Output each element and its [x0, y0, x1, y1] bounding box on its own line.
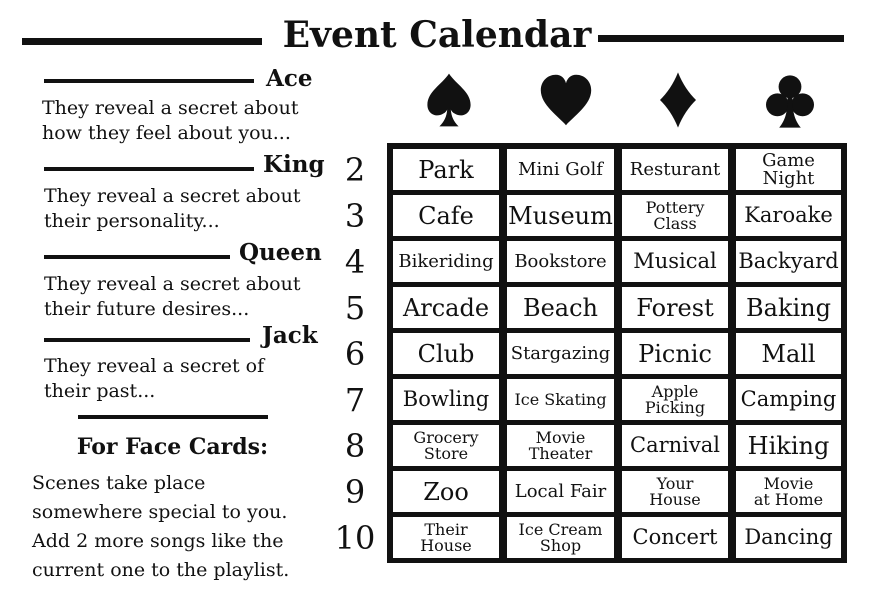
event-cell — [393, 517, 499, 558]
card-rule-queen — [44, 255, 230, 259]
event-cell — [736, 379, 841, 420]
event-cell — [393, 195, 499, 236]
event-label: Baking — [746, 293, 831, 322]
event-label: Arcade — [402, 293, 490, 322]
face-cards-line: current one to the playlist. — [32, 559, 290, 581]
face-cards-line: somewhere special to you. — [32, 501, 288, 523]
event-label: Their House — [420, 519, 472, 555]
event-label: Resturant — [629, 158, 721, 180]
event-cell — [736, 149, 841, 190]
rank-label: 7 — [344, 381, 366, 419]
event-cell — [622, 425, 728, 466]
card-name-king: King — [263, 151, 325, 178]
event-cell — [393, 425, 499, 466]
rank-label: 3 — [344, 197, 366, 235]
card-desc-jack-line1: They reveal a secret of — [44, 355, 265, 377]
event-label: Carnival — [630, 433, 720, 457]
face-cards-divider — [78, 415, 268, 419]
event-label: Movie Theater — [528, 427, 593, 463]
card-name-jack: Jack — [262, 322, 318, 349]
event-label: Musical — [633, 249, 717, 273]
event-cell — [393, 333, 499, 374]
event-cell — [736, 471, 841, 512]
event-label: Mall — [761, 339, 816, 368]
event-cell — [622, 149, 728, 190]
event-label: Zoo — [423, 477, 469, 506]
event-label: Pottery Class — [645, 197, 705, 233]
card-desc-queen-line2: their future desires... — [44, 298, 250, 320]
card-name-queen: Queen — [239, 239, 322, 266]
event-label: Concert — [632, 525, 718, 549]
event-label: Backyard — [738, 249, 839, 273]
card-name-ace: Ace — [266, 65, 313, 92]
face-cards-line: Add 2 more songs like the — [32, 530, 284, 552]
event-cell — [393, 287, 499, 328]
event-cell — [622, 517, 728, 558]
event-cell — [736, 333, 841, 374]
event-cell — [507, 471, 614, 512]
card-rule-ace — [44, 79, 254, 83]
card-desc-jack-line2: their past... — [44, 380, 156, 402]
event-label: Karoake — [744, 203, 833, 227]
event-label: Cafe — [418, 201, 474, 230]
rank-label: 2 — [344, 151, 366, 189]
event-label: Ice Skating — [514, 389, 607, 409]
card-rule-king — [44, 167, 254, 171]
event-label: Beach — [522, 293, 599, 322]
event-cell — [393, 241, 499, 282]
event-label: Bowling — [402, 387, 490, 411]
card-rule-jack — [44, 338, 250, 342]
card-desc-king-line2: their personality... — [44, 210, 220, 232]
card-desc-queen-line1: They reveal a secret about — [44, 273, 301, 295]
event-label: Club — [417, 339, 475, 368]
rank-label: 6 — [344, 335, 366, 373]
face-cards-line: Scenes take place — [32, 472, 206, 494]
event-cell — [507, 517, 614, 558]
event-cell — [393, 149, 499, 190]
rank-label: 4 — [344, 243, 366, 281]
event-cell — [736, 287, 841, 328]
diamond-icon — [648, 70, 708, 130]
event-label: Ice Cream Shop — [518, 519, 603, 555]
event-label: Park — [418, 155, 474, 184]
event-cell — [622, 195, 728, 236]
event-label: Hiking — [747, 431, 830, 460]
event-label: Apple Picking — [644, 381, 706, 417]
event-cell — [622, 333, 728, 374]
event-cell — [736, 241, 841, 282]
event-label: Camping — [740, 387, 837, 411]
event-label: Museum — [508, 201, 613, 230]
event-label: Mini Golf — [518, 158, 603, 180]
event-cell — [507, 379, 614, 420]
event-label: Grocery Store — [413, 427, 479, 463]
event-cell — [393, 379, 499, 420]
card-desc-king-line1: They reveal a secret about — [44, 185, 301, 207]
event-label: Local Fair — [514, 480, 607, 502]
club-icon — [760, 70, 820, 130]
event-label: Picnic — [638, 339, 712, 368]
card-desc-ace-line2: how they feel about you... — [42, 122, 291, 144]
event-cell — [507, 195, 614, 236]
event-cell — [622, 471, 728, 512]
rank-label: 5 — [344, 289, 366, 327]
event-label: Movie at Home — [753, 473, 824, 509]
event-label: Bookstore — [514, 250, 607, 272]
event-cell — [622, 379, 728, 420]
event-label: Your House — [649, 473, 701, 509]
event-cell — [622, 241, 728, 282]
event-label: Game Night — [762, 149, 815, 189]
card-desc-ace-line1: They reveal a secret about — [42, 97, 299, 119]
rank-label: 9 — [344, 473, 366, 511]
title-rule-right — [598, 35, 844, 42]
event-cell — [507, 149, 614, 190]
event-cell — [393, 471, 499, 512]
event-label: Stargazing — [510, 342, 611, 364]
event-cell — [507, 425, 614, 466]
rank-label: 10 — [334, 519, 376, 557]
page-title: Event Calendar — [282, 14, 592, 56]
event-cell — [736, 517, 841, 558]
spade-icon — [419, 70, 479, 130]
event-cell — [736, 425, 841, 466]
event-grid — [387, 143, 847, 563]
heart-icon — [536, 70, 596, 130]
event-cell — [622, 287, 728, 328]
face-cards-text — [32, 469, 289, 585]
event-cell — [507, 287, 614, 328]
event-label: Forest — [636, 293, 714, 322]
event-label: Dancing — [744, 525, 833, 549]
rank-label: 8 — [344, 427, 366, 465]
event-cell — [507, 333, 614, 374]
event-cell — [736, 195, 841, 236]
event-label: Bikeriding — [398, 250, 494, 272]
event-cell — [507, 241, 614, 282]
face-cards-heading: For Face Cards: — [76, 434, 269, 460]
